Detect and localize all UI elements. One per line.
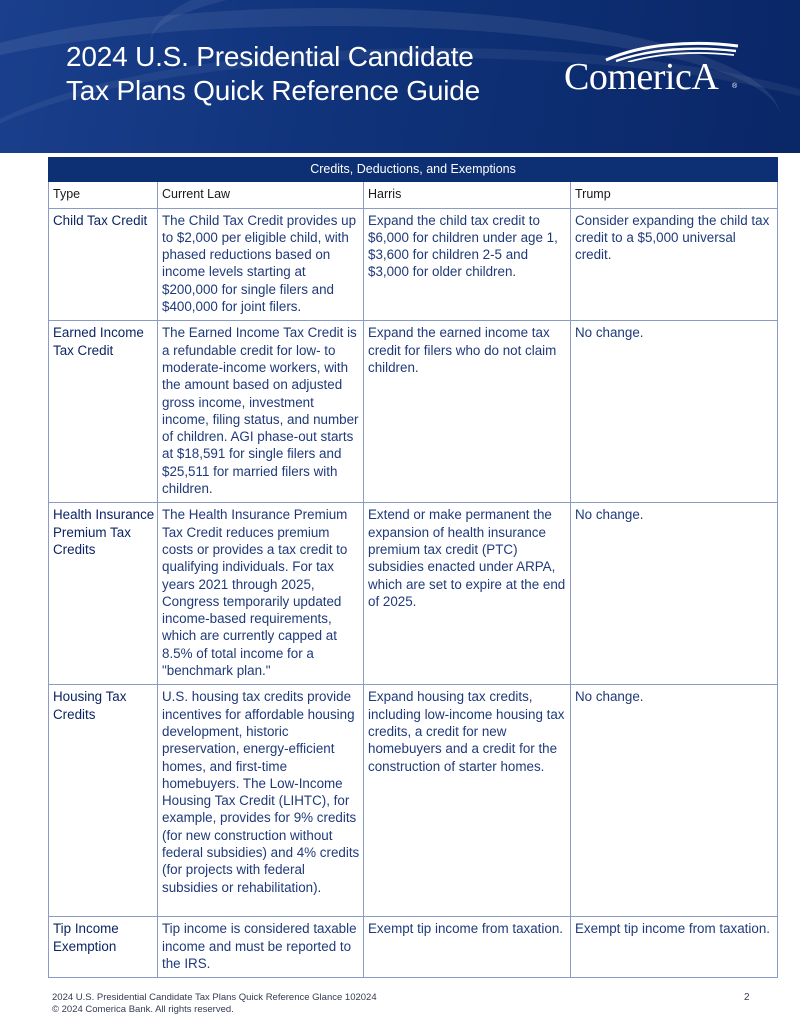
table-row bbox=[49, 321, 778, 503]
table-row bbox=[49, 208, 778, 321]
table-row bbox=[49, 503, 778, 685]
logo-wordmark: ComericA bbox=[564, 56, 719, 98]
trump-cell: No change. bbox=[571, 321, 778, 503]
page-header bbox=[0, 0, 800, 153]
table-banner-row bbox=[49, 158, 778, 182]
harris-cell: Extend or make permanent the expansion of health insurance premium tax credit (PTC) subsidies enacted under ARPA, which are set to expire at the end of 2025. bbox=[364, 503, 571, 685]
row-type-cell: Child Tax Credit bbox=[49, 208, 158, 321]
current-law-cell: The Earned Income Tax Credit is a refundable credit for low- to moderate-income workers, with the amount based on adjusted gross income, investment income, filing status, and number of children. AGI phase-out starts at $18,591 for single filers and $25,511 for married filers with children. bbox=[158, 321, 364, 503]
trump-cell: No change. bbox=[571, 503, 778, 685]
harris-cell: Expand the earned income tax credit for filers who do not claim children. bbox=[364, 321, 571, 503]
current-law-cell: The Child Tax Credit provides up to $2,000 per eligible child, with phased reductions based on income levels starting at $200,000 for single filers and $400,000 for joint filers. bbox=[158, 208, 364, 321]
table-row bbox=[49, 685, 778, 917]
page-number: 2 bbox=[744, 992, 750, 1003]
comerica-logo bbox=[562, 40, 742, 100]
harris-cell: Expand the child tax credit to $6,000 for children under age 1, $3,600 for children 2-5 and $3,000 for older children. bbox=[364, 208, 571, 321]
current-law-cell: Tip income is considered taxable income and must be reported to the IRS. bbox=[158, 917, 364, 978]
footer-copyright: © 2024 Comerica Bank. All rights reserved. bbox=[52, 1004, 234, 1015]
title-line-1: 2024 U.S. Presidential Candidate bbox=[66, 41, 474, 72]
row-type-cell: Housing Tax Credits bbox=[49, 685, 158, 917]
trump-cell: No change. bbox=[571, 685, 778, 917]
trump-cell: Consider expanding the child tax credit to a $5,000 universal credit. bbox=[571, 208, 778, 321]
table-row bbox=[49, 917, 778, 978]
current-law-cell: The Health Insurance Premium Tax Credit reduces premium costs or provides a tax credit to qualifying individuals. For tax years 2021 through 2025, Congress temporarily updated income-based requirements, which are currently capped at 8.5% of total income for a "benchmark plan." bbox=[158, 503, 364, 685]
page-footer bbox=[52, 992, 377, 1016]
harris-cell: Exempt tip income from taxation. bbox=[364, 917, 571, 978]
column-header-trump: Trump bbox=[571, 182, 778, 208]
table-header-row bbox=[49, 182, 778, 208]
page-title bbox=[66, 40, 546, 108]
trump-cell: Exempt tip income from taxation. bbox=[571, 917, 778, 978]
column-header-type: Type bbox=[49, 182, 158, 208]
row-type-cell: Health Insurance Premium Tax Credits bbox=[49, 503, 158, 685]
table-banner: Credits, Deductions, and Exemptions bbox=[49, 158, 778, 182]
harris-cell: Expand housing tax credits, including low-income housing tax credits, a credit for new homebuyers and a credit for the construction of starter homes. bbox=[364, 685, 571, 917]
row-type-cell: Tip Income Exemption bbox=[49, 917, 158, 978]
row-type-cell: Earned Income Tax Credit bbox=[49, 321, 158, 503]
footer-document-title: 2024 U.S. Presidential Candidate Tax Plans Quick Reference Glance 102024 bbox=[52, 992, 377, 1003]
logo-registered-mark: ® bbox=[732, 83, 738, 90]
tax-credits-table bbox=[48, 157, 778, 978]
column-header-current-law: Current Law bbox=[158, 182, 364, 208]
column-header-harris: Harris bbox=[364, 182, 571, 208]
current-law-cell: U.S. housing tax credits provide incentives for affordable housing development, historic preservation, energy-efficient homes, and first-time homebuyers. The Low-Income Housing Tax Credit (LIHTC), for example, provides for 9% credits (for new construction without federal subsidies) and 4% credits (for projects with federal subsidies or rehabilitation). bbox=[158, 685, 364, 917]
title-line-2: Tax Plans Quick Reference Guide bbox=[66, 75, 481, 106]
